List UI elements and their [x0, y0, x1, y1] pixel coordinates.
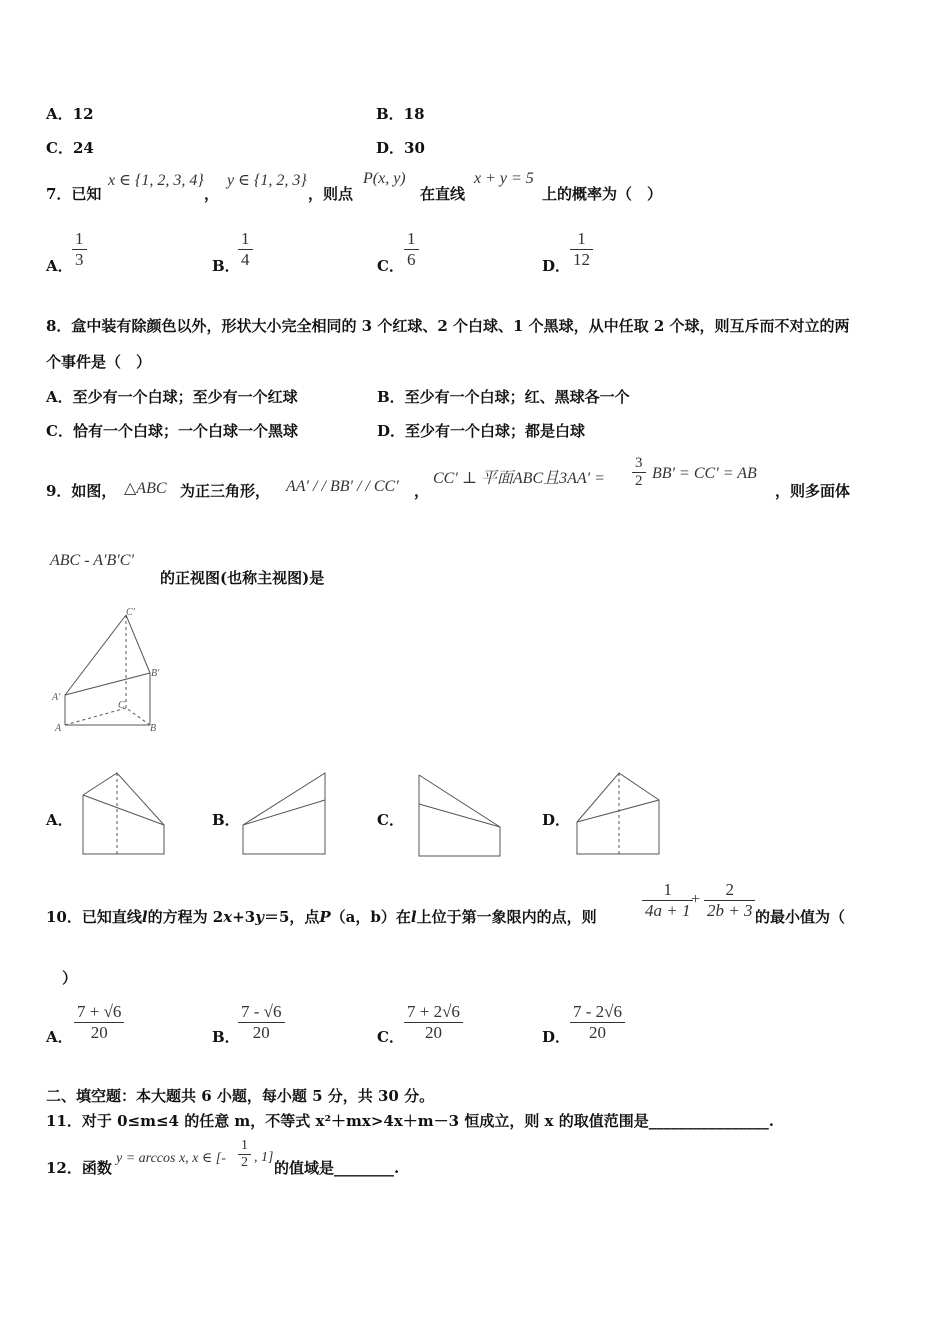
q10-f1-denominator: 4a + 1 — [642, 900, 693, 921]
q7-option-a-label: A． — [46, 257, 73, 275]
q10-x: x — [223, 908, 233, 926]
q9-option-c-label: C． — [377, 811, 404, 829]
label-c: C — [118, 700, 125, 711]
q10-l: l — [141, 908, 148, 926]
q7-option-d-label: D． — [542, 257, 571, 275]
label-a-prime: A′ — [52, 692, 61, 703]
q10-fraction-2 — [704, 880, 755, 921]
q8-stem-line1: 8．盒中装有除颜色以外，形状大小完全相同的 3 个红球、2 个白球、1 个黑球，从中任取 2 个球，则互斥而不对立的两 — [46, 317, 850, 335]
q10-f2-denominator: 2b + 3 — [704, 900, 755, 921]
q7-d-denominator: 12 — [570, 249, 593, 270]
q10-option-c-label: C． — [377, 1028, 404, 1046]
q7-number: 7．已知 — [46, 185, 102, 203]
q10-text-3: ＝5，点 — [263, 908, 320, 926]
q10-option-c-fraction — [404, 1002, 463, 1043]
q8-option-a: A．至少有一个白球；至少有一个红球 — [46, 388, 298, 406]
q10-fraction-1 — [642, 880, 693, 921]
q12-expr-1: y = arccos x, x ∈ [- — [116, 1151, 226, 1166]
q9-condition-fraction — [632, 455, 646, 490]
q8-option-d: D．至少有一个白球；都是白球 — [377, 422, 586, 440]
q7-option-c-fraction — [404, 229, 419, 270]
q10-d-numerator: 7 - 2√6 — [573, 1002, 622, 1021]
q10-stem — [46, 906, 597, 927]
q10-close-paren: ） — [62, 969, 78, 987]
q9-option-a-label: A． — [46, 811, 73, 829]
q9-triangle: △ABC — [124, 480, 167, 497]
q7-option-d-fraction — [570, 229, 593, 270]
q7-d-numerator: 1 — [577, 229, 586, 248]
q9-frac-denominator: 2 — [632, 472, 646, 490]
q10-c-denominator: 20 — [404, 1022, 463, 1043]
q9-mid-text: 为正三角形， — [180, 482, 271, 500]
q6-option-d: D．30 — [376, 139, 425, 157]
q10-option-b-label: B． — [212, 1028, 240, 1046]
q9-frac-numerator: 3 — [635, 455, 643, 471]
q8-stem-line2: 个事件是（ ） — [46, 353, 152, 371]
q12-number: 12．函数 — [46, 1159, 112, 1177]
section-2-heading: 二、填空题：本大题共 6 小题，每小题 5 分，共 30 分。 — [46, 1087, 435, 1105]
q6-option-c: C．24 — [46, 139, 94, 157]
q7-b-denominator: 4 — [238, 249, 253, 270]
q7-option-a-fraction — [72, 229, 87, 270]
q8-option-c: C．恰有一个白球；一个白球一个黑球 — [46, 422, 298, 440]
q10-p: P — [319, 908, 331, 926]
q10-b-numerator: 7 - √6 — [241, 1002, 282, 1021]
q8-option-b: B．至少有一个白球；红、黑球各一个 — [377, 388, 630, 406]
q7-option-b-fraction — [238, 229, 253, 270]
q6-option-a: A．12 — [46, 105, 94, 123]
q10-tail: 的最小值为（ — [755, 908, 846, 926]
q12-denominator: 2 — [238, 1154, 251, 1171]
q7-set-x: x ∈ {1, 2, 3, 4} — [108, 172, 204, 189]
q9-tail: ，则多面体 — [775, 482, 851, 500]
q10-f2-numerator: 2 — [725, 880, 734, 899]
q9-option-b-figure — [240, 770, 330, 858]
q9-number: 9．如图， — [46, 482, 117, 500]
q9-polyhedron: ABC - A′B′C′ — [50, 552, 134, 569]
q7-a-numerator: 1 — [75, 229, 84, 248]
q10-a-denominator: 20 — [74, 1022, 124, 1043]
polyhedron-figure — [48, 605, 178, 740]
label-b: B — [150, 723, 157, 734]
q9-option-b-label: B． — [212, 811, 240, 829]
q6-option-b: B．18 — [376, 105, 425, 123]
q10-option-b-fraction — [238, 1002, 285, 1043]
q10-text-1: 10．已知直线 — [46, 908, 142, 926]
q7-b-numerator: 1 — [241, 229, 250, 248]
q7-comma: ， — [204, 185, 220, 203]
question-11: 11．对于 0≤m≤4 的任意 m，不等式 x²＋mx>4x＋m－3 恒成立，则 x 的取值范围是________________. — [46, 1112, 774, 1130]
q10-option-a-fraction — [74, 1002, 124, 1043]
q12-expr-2: , 1] — [254, 1150, 274, 1165]
q12-fraction — [238, 1138, 251, 1171]
q10-a-numerator: 7 + √6 — [77, 1002, 122, 1021]
q10-f1-numerator: 1 — [663, 880, 672, 899]
q10-b-denominator: 20 — [238, 1022, 285, 1043]
q9-parallel: AA′ / / BB′ / / CC′ — [286, 478, 399, 495]
q9-option-d-figure — [574, 770, 664, 858]
q10-text-5: 上位于第一象限内的点，则 — [416, 908, 597, 926]
q9-option-d-label: D． — [542, 811, 571, 829]
q10-d-denominator: 20 — [570, 1022, 625, 1043]
q9-tail2: 的正视图(也称主视图)是 — [160, 569, 325, 587]
q10-text-4: （a，b）在 — [330, 908, 411, 926]
q9-condition-part1: CC′ ⊥ 平面ABC且3AA′ = — [433, 470, 605, 487]
q9-option-c-figure — [416, 772, 504, 860]
q12-numerator: 1 — [241, 1138, 248, 1153]
q10-option-d-fraction — [570, 1002, 625, 1043]
q10-text-2: 的方程为 2 — [147, 908, 224, 926]
q10-plus3: +3 — [232, 908, 256, 926]
q7-option-c-label: C． — [377, 257, 404, 275]
label-a: A — [55, 723, 62, 734]
q12-tail: 的值域是________. — [274, 1159, 400, 1177]
q7-a-denominator: 3 — [72, 249, 87, 270]
q7-mid-text: ，则点 — [308, 185, 354, 203]
q7-on-line: 在直线 — [420, 185, 466, 203]
q9-condition-part2: BB′ = CC′ = AB — [652, 465, 757, 482]
q10-l2: l — [410, 908, 417, 926]
label-b-prime: B′ — [151, 668, 160, 679]
label-c-prime: C′ — [126, 607, 135, 618]
q10-plus: + — [691, 891, 701, 908]
q10-option-d-label: D． — [542, 1028, 571, 1046]
q10-y: y — [255, 908, 264, 926]
q7-line-eq: x + y = 5 — [474, 170, 534, 187]
q10-c-numerator: 7 + 2√6 — [407, 1002, 460, 1021]
q7-c-numerator: 1 — [407, 229, 416, 248]
q7-c-denominator: 6 — [404, 249, 419, 270]
q10-option-a-label: A． — [46, 1028, 73, 1046]
q9-option-a-figure — [80, 770, 170, 858]
q7-option-b-label: B． — [212, 257, 240, 275]
q7-tail: 上的概率为（ ） — [542, 185, 663, 203]
q9-comma: ， — [414, 482, 430, 500]
q7-point: P(x, y) — [363, 170, 406, 187]
q7-set-y: y ∈ {1, 2, 3} — [227, 172, 307, 189]
